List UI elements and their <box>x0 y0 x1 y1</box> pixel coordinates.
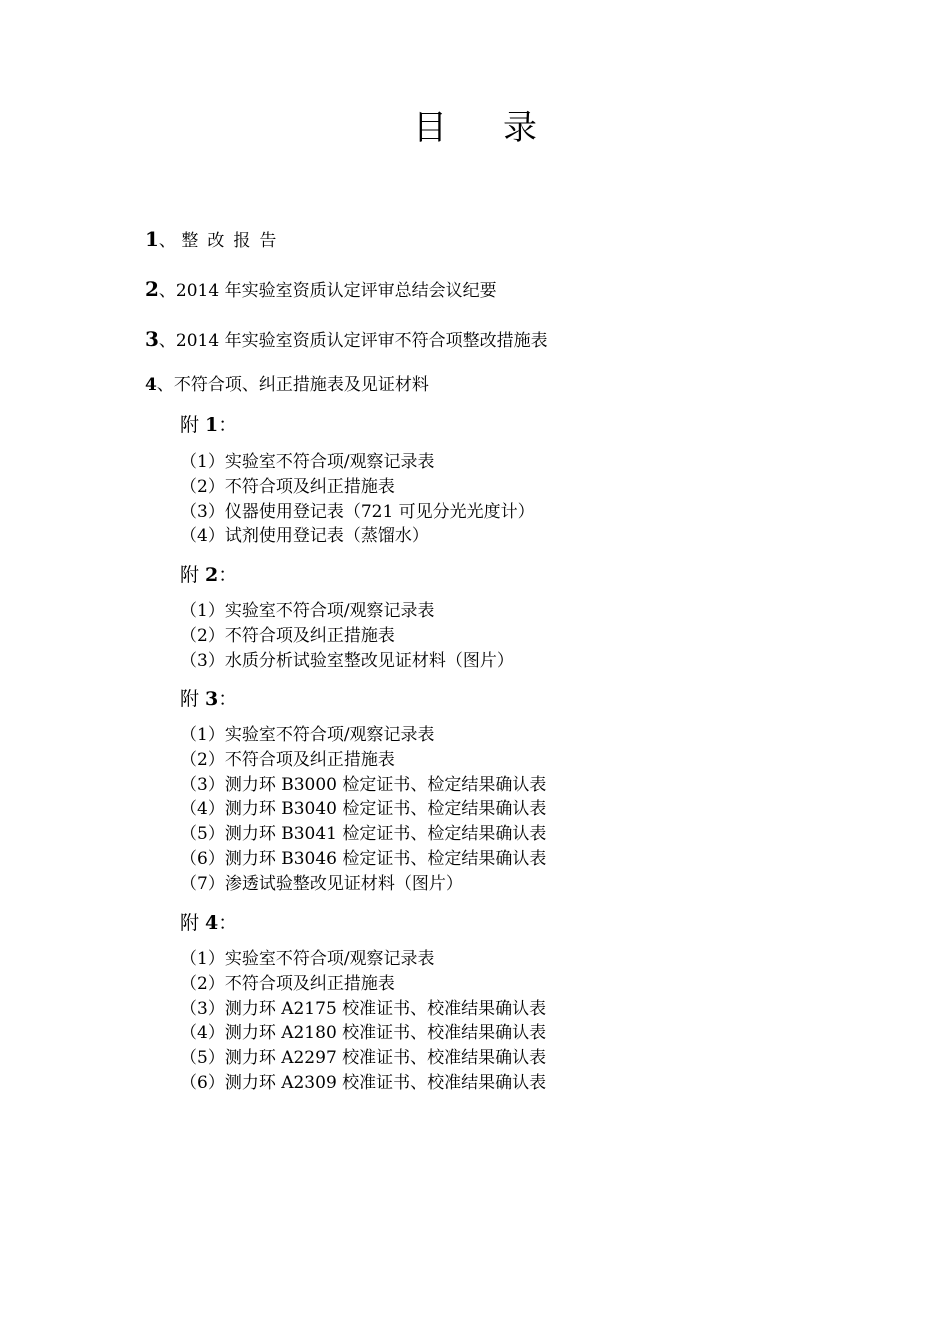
page-title <box>0 100 950 149</box>
toc-entry-4 <box>145 370 429 395</box>
list-item: （1）实验室不符合项/观察记录表 <box>180 601 435 621</box>
appendix-4-list <box>180 947 546 1096</box>
appendix-number: 3 <box>205 688 219 710</box>
toc-entry-number: 2 <box>145 277 159 301</box>
toc-entry-text: 不符合项、纠正措施表及见证材料 <box>173 375 429 395</box>
list-item: （4）测力环 A2180 校准证书、校准结果确认表 <box>180 1023 547 1044</box>
list-item: （3）仪器使用登记表（721 可见分光光度计） <box>180 501 535 522</box>
list-item: （2）不符合项及纠正措施表 <box>180 973 395 994</box>
toc-entry-1 <box>145 226 285 251</box>
toc-entry-text: 2014 年实验室资质认定评审不符合项整改措施表 <box>175 331 548 351</box>
toc-entry-separator: 、 <box>158 331 176 351</box>
list-item: （1）实验室不符合项/观察记录表 <box>180 725 435 745</box>
list-item: （1）实验室不符合项/观察记录表 <box>180 452 435 472</box>
toc-entry-number: 1 <box>145 227 159 251</box>
appendix-1-list <box>180 450 535 549</box>
toc-entry-text: 整改报告 <box>181 231 286 251</box>
toc-entry-separator: 、 <box>158 231 176 251</box>
toc-entry-separator: 、 <box>158 281 176 301</box>
toc-entry-separator: 、 <box>156 375 174 395</box>
list-item: （6）测力环 A2309 校准证书、校准结果确认表 <box>180 1072 547 1093</box>
list-item: （4）测力环 B3040 检定证书、检定结果确认表 <box>180 799 547 820</box>
toc-entry-text: 2014 年实验室资质认定评审总结会议纪要 <box>175 281 497 301</box>
title-char-1: 目 <box>413 108 447 148</box>
toc-entry-3 <box>145 326 548 351</box>
list-item: （2）不符合项及纠正措施表 <box>180 476 395 497</box>
list-item: （3）测力环 B3000 检定证书、检定结果确认表 <box>180 774 547 795</box>
appendix-4-heading: 附 4： <box>180 912 238 934</box>
list-item: （2）不符合项及纠正措施表 <box>180 749 395 770</box>
list-item: （5）测力环 A2297 校准证书、校准结果确认表 <box>180 1048 547 1069</box>
list-item: （2）不符合项及纠正措施表 <box>180 625 395 646</box>
appendix-3-heading: 附 3： <box>180 688 238 710</box>
appendix-2-list <box>180 599 514 673</box>
title-char-2: 录 <box>503 108 537 148</box>
list-item: （6）测力环 B3046 检定证书、检定结果确认表 <box>180 848 547 869</box>
toc-entry-2 <box>145 276 497 301</box>
list-item: （4）试剂使用登记表（蒸馏水） <box>180 526 429 547</box>
appendix-1-heading: 附 1： <box>180 414 238 436</box>
appendix-number: 1 <box>205 414 219 436</box>
toc-entry-number: 3 <box>145 327 159 351</box>
list-item: （5）测力环 B3041 检定证书、检定结果确认表 <box>180 824 547 845</box>
list-item: （3）水质分析试验室整改见证材料（图片） <box>180 650 514 671</box>
list-item: （3）测力环 A2175 校准证书、校准结果确认表 <box>180 998 547 1019</box>
list-item: （1）实验室不符合项/观察记录表 <box>180 949 435 969</box>
appendix-number: 4 <box>205 912 219 934</box>
appendix-number: 2 <box>205 564 219 586</box>
toc-entry-number: 4 <box>145 375 157 395</box>
list-item: （7）渗透试验整改见证材料（图片） <box>180 873 463 894</box>
appendix-2-heading: 附 2： <box>180 564 238 586</box>
appendix-3-list <box>180 723 546 897</box>
